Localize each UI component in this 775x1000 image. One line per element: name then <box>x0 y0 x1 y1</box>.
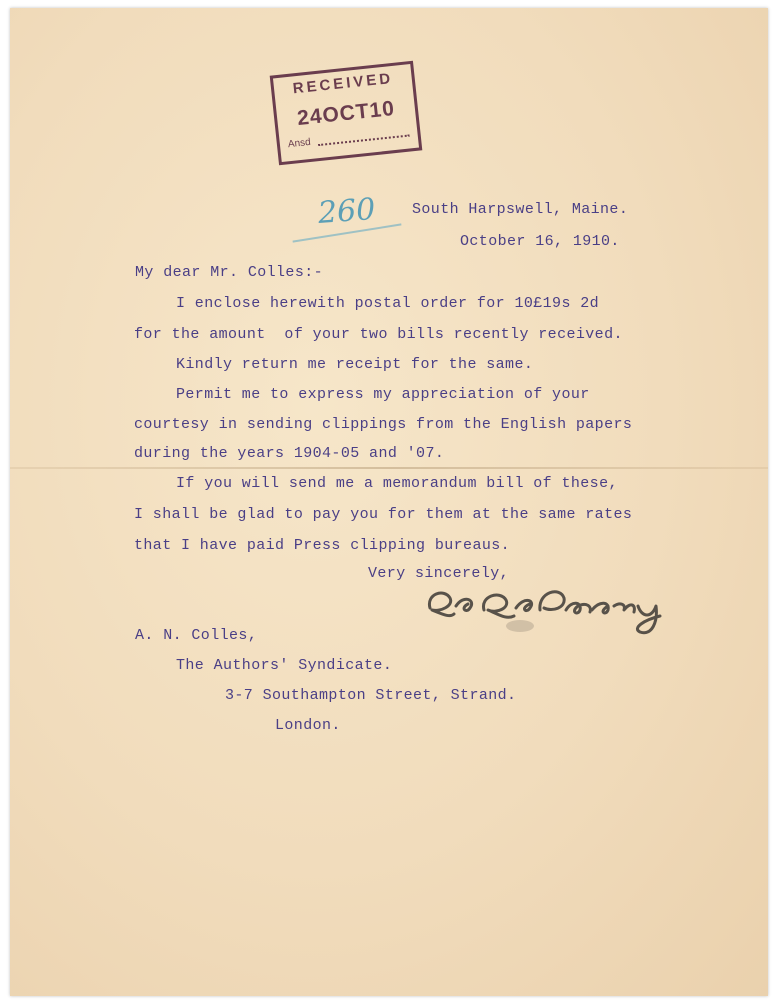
fold-crease <box>10 467 768 469</box>
closing: Very sincerely, <box>368 565 510 582</box>
salutation: My dear Mr. Colles:- <box>135 264 324 281</box>
body-line: If you will send me a memorandum bill of these, <box>176 475 618 492</box>
body-line: I enclose herewith postal order for 10£19s 2d <box>176 295 600 312</box>
body-line: Kindly return me receipt for the same. <box>176 356 534 373</box>
pencil-number: 260 <box>316 192 377 231</box>
address-line: 3-7 Southampton Street, Strand. <box>225 687 517 704</box>
stamp-dotted-line <box>318 134 410 146</box>
letter-sheet <box>10 8 768 996</box>
body-line: for the amount of your two bills recently received. <box>134 326 623 343</box>
heading-place: South Harpswell, Maine. <box>412 201 629 218</box>
heading-date: October 16, 1910. <box>460 233 620 250</box>
stamp-date: 24OCT10 <box>296 96 397 131</box>
stamp-ansd-label: Ansd <box>287 136 312 151</box>
stamp-title: RECEIVED <box>291 69 394 98</box>
body-line: Permit me to express my appreciation of your <box>176 386 590 403</box>
body-line: I shall be glad to pay you for them at the same rates <box>134 506 633 523</box>
handwritten-signature <box>420 574 670 644</box>
body-line: that I have paid Press clipping bureaus. <box>134 537 511 554</box>
address-line: The Authors' Syndicate. <box>176 657 393 674</box>
body-line: courtesy in sending clippings from the English papers <box>134 416 633 433</box>
body-line: during the years 1904-05 and '07. <box>134 445 445 462</box>
address-line: A. N. Colles, <box>135 627 258 644</box>
received-stamp <box>270 61 423 166</box>
address-line: London. <box>275 717 341 734</box>
